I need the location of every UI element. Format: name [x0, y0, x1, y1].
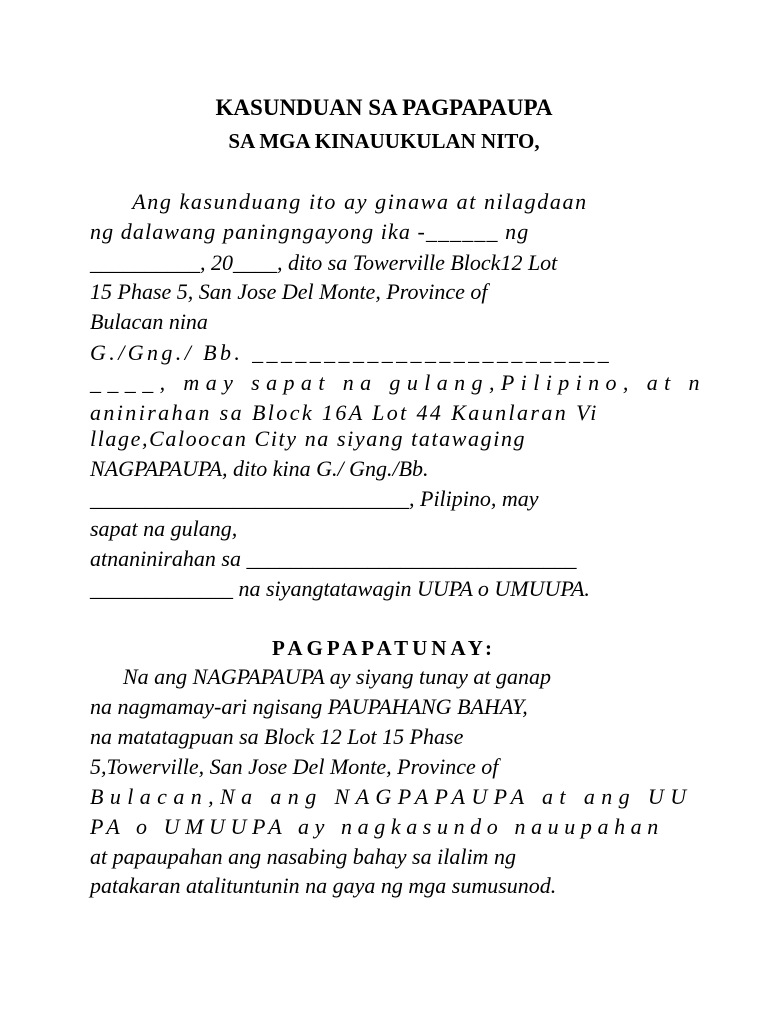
intro-line: aninirahan sa Block 16A Lot 44 Kaunlaran Vi [90, 400, 599, 425]
intro-line: __________, 20____, dito sa Towerville Block12 Lot [90, 250, 558, 275]
document-title: KASUNDUAN SA PAGPAPAUPA [215, 95, 553, 120]
section-line: PA o UMUUPA ay nagkasundo nauupahan [90, 814, 664, 839]
document-subtitle: SA MGA KINAUUKULAN NITO, [228, 129, 540, 153]
section-line: Na ang NAGPAPAUPA ay siyang tunay at ganap [90, 664, 551, 689]
intro-line: Ang kasunduang ito ay ginawa at nilagdaan [90, 189, 588, 214]
intro-line: Bulacan nina [90, 309, 208, 334]
intro-line: llage,Caloocan City na siyang tatawaging [90, 426, 527, 451]
intro-line: sapat na gulang, [90, 516, 238, 541]
intro-line: _____________ na siyangtatawagin UUPA o UMUUPA. [90, 576, 590, 601]
intro-line: atnaninirahan sa ______________________________ [90, 546, 577, 571]
intro-line: NAGPAPAUPA, dito kina G./ Gng./Bb. [90, 456, 429, 481]
section-heading: PAGPAPATUNAY: [272, 636, 496, 660]
intro-line: 15 Phase 5, San Jose Del Monte, Province of [90, 279, 488, 304]
intro-line: ng dalawang paningngayong ika -______ ng [90, 219, 530, 244]
section-line: at papaupahan ang nasabing bahay sa ilalim ng [90, 844, 516, 869]
section-line: Bulacan,Na ang NAGPAPAUPA at ang UU [90, 784, 693, 809]
section-line: na nagmamay-ari ngisang PAUPAHANG BAHAY, [90, 694, 528, 719]
intro-line: G./Gng./ Bb. _________________________ [90, 340, 613, 365]
section-line: 5,Towerville, San Jose Del Monte, Province of [90, 754, 499, 779]
intro-line: _____________________________, Pilipino, may [90, 486, 539, 511]
section-line: patakaran atalituntunin na gaya ng mga sumusunod. [90, 873, 557, 898]
intro-line: ____, may sapat na gulang,Pilipino, at n [90, 370, 706, 395]
section-line: na matatagpuan sa Block 12 Lot 15 Phase [90, 724, 464, 749]
